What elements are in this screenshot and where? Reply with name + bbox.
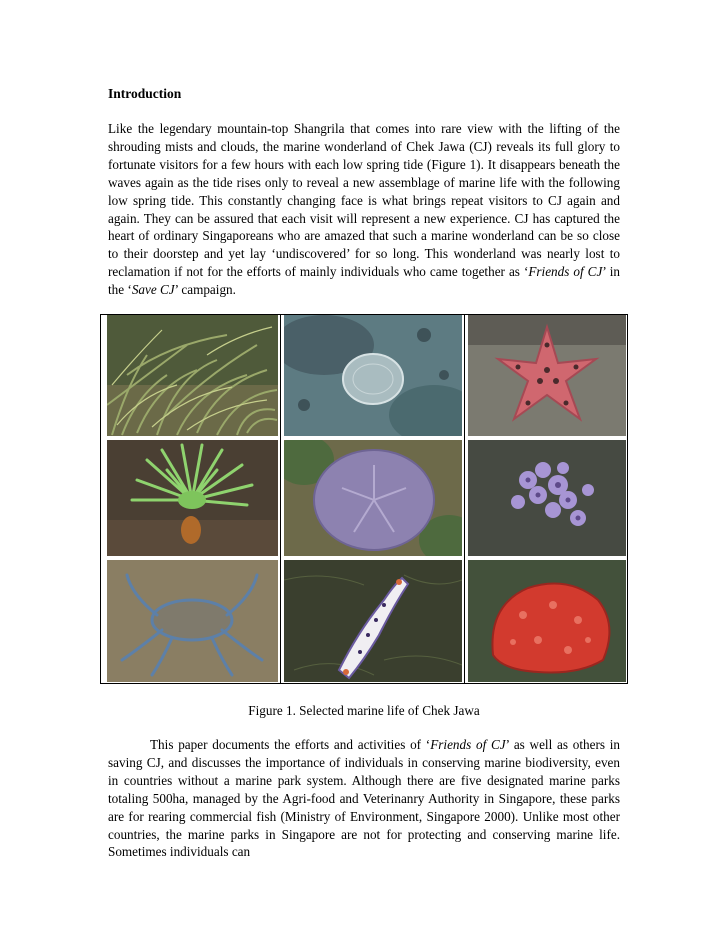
jellyfish-photo [284,315,462,436]
red-sponge-photo [468,560,626,682]
sea-anemone-photo [107,440,278,556]
body-text-1: This paper documents the efforts and activities of ‘ [150,737,431,752]
grid-divider [464,315,465,683]
body-paragraph [108,736,620,861]
intro-text-2: ’ in the ‘ [108,264,620,298]
intro-emphasis-friends: Friends of CJ [528,264,603,280]
intro-emphasis-save: Save CJ [131,282,175,298]
figure-photo-grid [100,314,628,684]
body-emphasis-friends: Friends of CJ [430,737,506,752]
figure-caption: Figure 1. Selected marine life of Chek Jawa [248,703,480,718]
nudibranch-photo [284,560,462,682]
body-text-2: ’ as well as others in saving CJ, and discusses the importance of individuals in conserving marine biodiversity, even in countries without a marine park system. Although there are five designated marine parks totaling 500ha, managed by the Agri-food and Veterinanry Authority in Singapore, these parks are for rearing commercial fish (Ministry of Environment, Singapore 2000). Unlike most other countries, the marine parks in Singapore are not for protecting and conserving marine life. Sometimes individuals can [108,737,620,860]
sand-dollar-photo [284,440,462,556]
intro-text-3: ’ campaign. [174,282,236,298]
seagrass-photo [107,315,278,436]
purple-sponge-photo [468,440,626,556]
grid-divider [280,315,281,683]
intro-paragraph [108,120,620,299]
intro-text-1: Like the legendary mountain-top Shangrila that comes into rare view with the lifting of the shrouding mists and clouds, the marine wonderland of Chek Jawa (CJ) reveals its full glory to fortunate visitors for a few hours with each low spring tide (Figure 1). It disappears beneath the waves again as the tide rises only to reveal a new assemblage of marine life with the following low spring tide. This constantly changing face is what brings repeat visitors to CJ again and again. They can be assured that each visit will represent a new experience. CJ has captured the heart of ordinary Singaporeans who are amazed that such a marine wonderland can be so close to their doorstep and yet lay ‘undiscovered’ for so long. This wonderland was nearly lost to reclamation if not for the efforts of mainly individuals who came together as ‘ [108,121,620,280]
blue-swimmer-crab-photo [107,560,278,682]
section-heading: Introduction [108,86,182,101]
sea-star-photo [468,315,626,436]
